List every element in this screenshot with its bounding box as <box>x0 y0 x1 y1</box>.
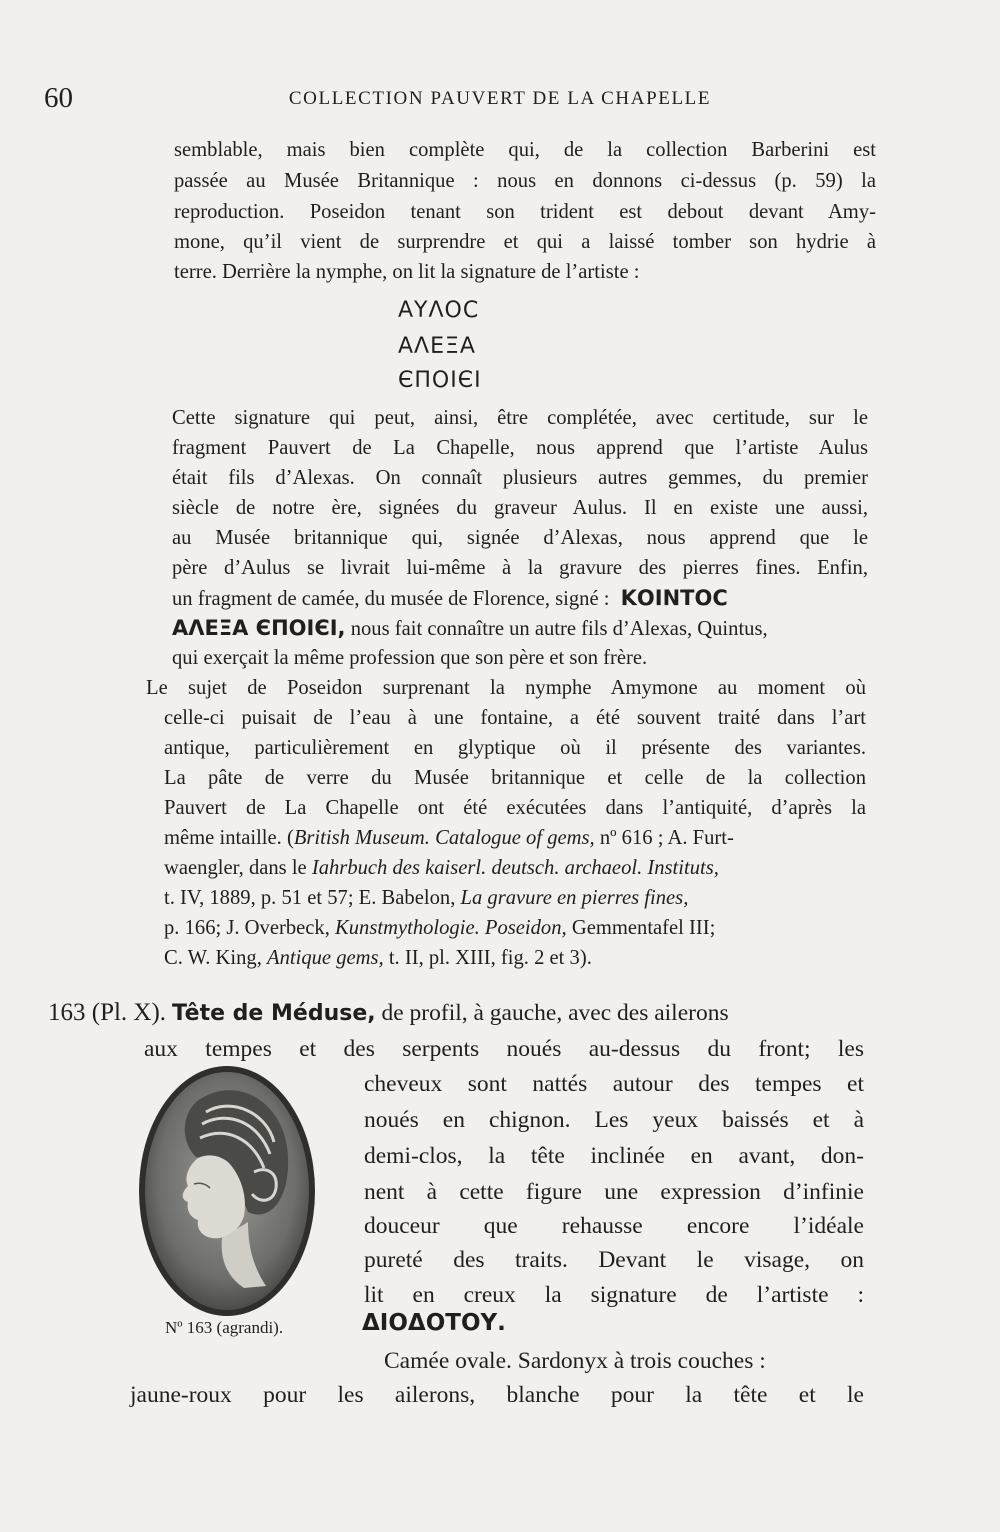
reference-line <box>164 914 715 942</box>
greek-signature-diodotou: ΔΙΟΔΟΤΟΥ. <box>362 1310 506 1336</box>
paragraph-line: fragment Pauvert de La Chapelle, nous apprend que l’artiste Aulus <box>172 437 868 459</box>
paragraph-line: au Musée britannique qui, signée d’Alexas, nous apprend que le <box>172 527 868 549</box>
page-header <box>0 82 1000 118</box>
entry-line <box>362 1306 506 1340</box>
reference-line <box>164 884 688 912</box>
greek-signature-kointos: ΚΟΙΝΤΟϹ <box>620 586 728 610</box>
entry-line: Camée ovale. Sardonyx à trois couches : <box>384 1348 766 1374</box>
paragraph-line: La pâte de verre du Musée britannique et celle de la collection <box>164 767 866 789</box>
intro-line: reproduction. Poseidon tenant son trident est debout devant Amy- <box>174 201 876 223</box>
signature-line: ΑΛΕΞΑ <box>398 334 476 359</box>
entry-line: jaune-roux pour les ailerons, blanche pour la tête et le <box>130 1382 864 1408</box>
paragraph-line <box>172 584 728 613</box>
reference-line <box>164 854 719 882</box>
ref-text: waengler, dans le <box>164 857 312 879</box>
ref-text: même intaille. ( <box>164 827 294 849</box>
entry-line: nent à cette figure une expression d’infinie <box>364 1179 864 1205</box>
entry-heading <box>48 996 729 1031</box>
entry-title: Tête de Méduse, <box>171 1001 376 1026</box>
entry-line: douceur que rehausse encore l’idéale <box>364 1213 864 1239</box>
entry-line: demi-clos, la tête inclinée en avant, don- <box>364 1143 864 1169</box>
greek-signature-alexa: ΑΛΕΞΑ ЄΠΟΙЄΙ, <box>172 616 346 640</box>
entry-text: de profil, à gauche, avec des ailerons <box>375 1000 729 1026</box>
paragraph-line: celle-ci puisait de l’eau à une fontaine, a été souvent traité dans l’art <box>164 707 866 729</box>
figure-caption: Nº 163 (agrandi). <box>165 1318 284 1337</box>
signature-line: ΑΥΛΟϹ <box>398 298 480 323</box>
ref-text: p. 166; J. Overbeck, <box>164 917 336 939</box>
ref-title: Antique gems, <box>267 947 384 969</box>
ref-text: t. IV, 1889, p. 51 et 57; E. Babelon, <box>164 887 461 909</box>
signature-line: ЄΠΟΙЄΙ <box>398 368 482 393</box>
ref-text: C. W. King, <box>164 947 267 969</box>
ref-text: t. II, pl. XIII, fig. 2 et 3). <box>383 947 592 969</box>
reference-line <box>164 944 592 972</box>
paragraph-text: nous fait connaître un autre fils d’Alexas, Quintus, <box>350 618 768 640</box>
paragraph-line: antique, particulièrement en glyptique où il présente des variantes. <box>164 737 866 759</box>
entry-line: cheveux sont nattés autour des tempes et <box>364 1071 864 1097</box>
entry-line: aux tempes et des serpents noués au-dessus du front; les <box>144 1036 864 1062</box>
intro-line: passée au Musée Britannique : nous en donnons ci-dessus (p. 59) la <box>174 170 876 192</box>
paragraph-line: était fils d’Alexas. On connaît plusieurs autres gemmes, du premier <box>172 467 868 489</box>
entry-number: 163 (Pl. X). <box>48 999 167 1026</box>
page-number: 60 <box>44 82 73 114</box>
intro-line: mone, qu’il vient de surprendre et qui a laissé tomber son hydrie à <box>174 231 876 253</box>
entry-line: pureté des traits. Devant le visage, on <box>364 1247 864 1273</box>
entry-line: noués en chignon. Les yeux baissés et à <box>364 1107 864 1133</box>
ref-title: Iahrbuch des kaiserl. deutsch. archaeol. Instituts, <box>311 857 719 879</box>
reference-line <box>164 824 734 852</box>
paragraph-line: qui exerçait la même profession que son père et son frère. <box>172 647 648 669</box>
paragraph-line: père d’Aulus se livrait lui-même à la gravure des pierres fines. Enfin, <box>172 557 868 579</box>
ref-text: nº 616 ; A. Furt- <box>594 827 734 849</box>
paragraph-line: Le sujet de Poseidon surprenant la nymphe Amymone au moment où <box>146 677 866 699</box>
intro-line: terre. Derrière la nymphe, on lit la signature de l’artiste : <box>174 261 640 283</box>
paragraph-line <box>172 614 768 643</box>
ref-title: Kunstmythologie. Poseidon, <box>335 917 567 939</box>
ref-text: Gemmentafel III; <box>566 917 716 939</box>
ref-title: La gravure en pierres fines, <box>460 887 689 909</box>
paragraph-line: Cette signature qui peut, ainsi, être complétée, avec certitude, sur le <box>172 407 868 429</box>
medusa-cameo-image <box>136 1062 318 1320</box>
entry-line: lit en creux la signature de l’artiste : <box>364 1282 864 1308</box>
paragraph-line: Pauvert de La Chapelle ont été exécutées dans l’antiquité, d’après la <box>164 797 866 819</box>
ref-title: British Museum. Catalogue of gems, <box>293 827 595 849</box>
paragraph-line: siècle de notre ère, signées du graveur Aulus. Il en existe une aussi, <box>172 497 868 519</box>
intro-line: semblable, mais bien complète qui, de la collection Barberini est <box>174 139 876 161</box>
paragraph-text: un fragment de camée, du musée de Florence, signé : <box>172 588 610 610</box>
running-title: COLLECTION PAUVERT DE LA CHAPELLE <box>288 88 712 109</box>
